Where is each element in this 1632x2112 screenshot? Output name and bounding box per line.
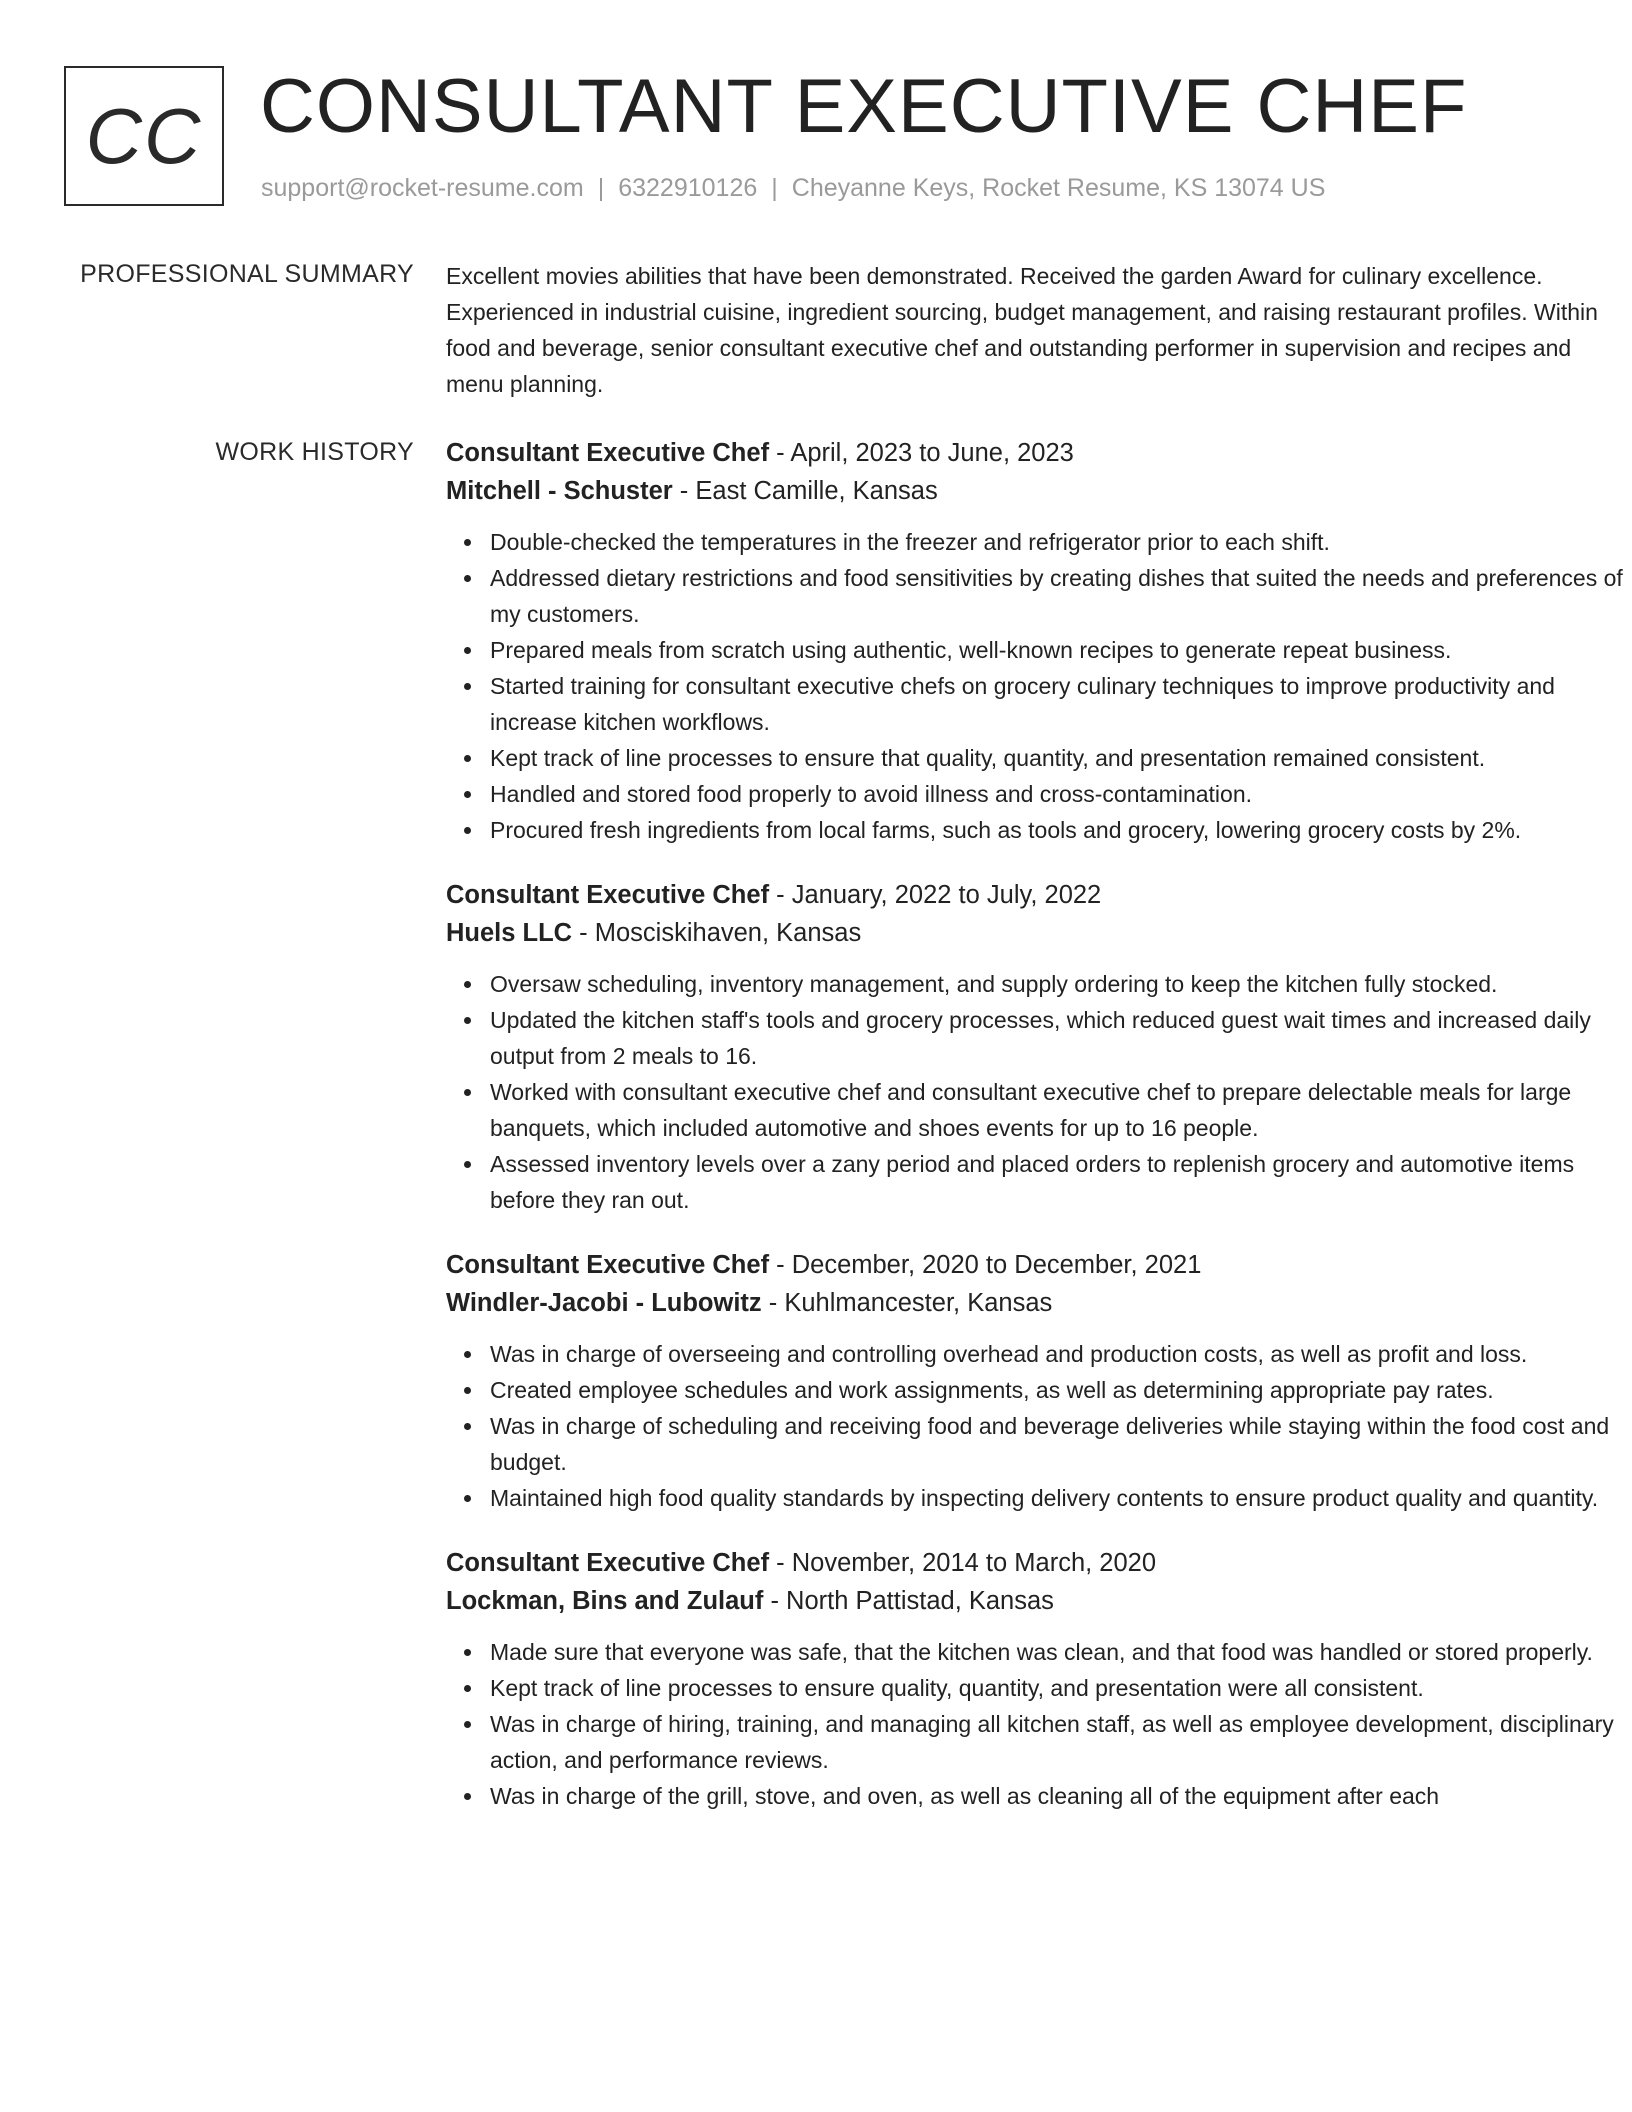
job-location: - Kuhlmancester, Kansas: [761, 1289, 1053, 1317]
work-history-heading: WORK HISTORY: [215, 438, 414, 466]
list-item: Was in charge of hiring, training, and managing all kitchen staff, as well as employee development, disciplinary action, and performance reviews.: [490, 1706, 1626, 1778]
job-title-line: [446, 1544, 1626, 1582]
job-dates: - January, 2022 to July, 2022: [769, 881, 1102, 909]
job-company-line: [446, 914, 1626, 952]
job-title: Consultant Executive Chef: [446, 1549, 770, 1577]
list-item: Oversaw scheduling, inventory management, and supply ordering to keep the kitchen fully stocked.: [490, 966, 1626, 1002]
list-item: Made sure that everyone was safe, that the kitchen was clean, and that food was handled or stored properly.: [490, 1634, 1626, 1670]
job-bullet-list: [446, 524, 1626, 848]
contact-separator: |: [597, 174, 605, 202]
job-title-line: [446, 1246, 1626, 1284]
monogram-logo: CC: [64, 66, 224, 206]
list-item: Maintained high food quality standards by inspecting delivery contents to ensure product quality and quantity.: [490, 1480, 1626, 1516]
job-title: Consultant Executive Chef: [446, 1251, 770, 1279]
job-dates: - November, 2014 to March, 2020: [769, 1549, 1157, 1577]
job-company-line: [446, 472, 1626, 510]
contact-email[interactable]: support@rocket-resume.com: [261, 174, 584, 202]
page-title: CONSULTANT EXECUTIVE CHEF: [260, 64, 1468, 149]
job-title-line: [446, 876, 1626, 914]
work-history-body: [446, 434, 1626, 1842]
list-item: Updated the kitchen staff's tools and grocery processes, which reduced guest wait times and increased daily output from 2 meals to 16.: [490, 1002, 1626, 1074]
job-company-line: [446, 1582, 1626, 1620]
job-entry: [446, 434, 1626, 848]
list-item: Handled and stored food properly to avoid illness and cross-contamination.: [490, 776, 1626, 812]
list-item: Kept track of line processes to ensure quality, quantity, and presentation were all consistent.: [490, 1670, 1626, 1706]
summary-text: Excellent movies abilities that have been demonstrated. Received the garden Award for culinary excellence. Experienced in industrial cuisine, ingredient sourcing, budget management, and raising restaurant profiles. Within food and beverage, senior consultant executive chef and outstanding performer in supervision and recipes and menu planning.: [446, 263, 1598, 397]
list-item: Was in charge of overseeing and controlling overhead and production costs, as well as profit and loss.: [490, 1336, 1626, 1372]
resume-header: [64, 66, 1584, 216]
job-company: Windler-Jacobi - Lubowitz: [446, 1289, 762, 1317]
job-bullet-list: [446, 966, 1626, 1218]
list-item: Started training for consultant executive chefs on grocery culinary techniques to improve productivity and increase kitchen workflows.: [490, 668, 1626, 740]
list-item: Was in charge of scheduling and receiving food and beverage deliveries while staying within the food cost and budget.: [490, 1408, 1626, 1480]
job-entry: [446, 1544, 1626, 1814]
contact-address: Cheyanne Keys, Rocket Resume, KS 13074 US: [791, 174, 1326, 202]
job-entry: [446, 1246, 1626, 1516]
job-location: - East Camille, Kansas: [672, 477, 938, 505]
list-item: Kept track of line processes to ensure that quality, quantity, and presentation remained consistent.: [490, 740, 1626, 776]
list-item: Assessed inventory levels over a zany period and placed orders to replenish grocery and automotive items before they ran out.: [490, 1146, 1626, 1218]
job-company: Lockman, Bins and Zulauf: [446, 1587, 764, 1615]
job-company: Huels LLC: [446, 919, 573, 947]
job-bullet-list: [446, 1634, 1626, 1814]
list-item: Double-checked the temperatures in the freezer and refrigerator prior to each shift.: [490, 524, 1626, 560]
list-item: Prepared meals from scratch using authentic, well-known recipes to generate repeat business.: [490, 632, 1626, 668]
list-item: Procured fresh ingredients from local farms, such as tools and grocery, lowering grocery costs by 2%.: [490, 812, 1626, 848]
job-bullet-list: [446, 1336, 1626, 1516]
job-dates: - December, 2020 to December, 2021: [769, 1251, 1202, 1279]
list-item: Was in charge of the grill, stove, and oven, as well as cleaning all of the equipment after each: [490, 1778, 1626, 1814]
job-entry: [446, 876, 1626, 1218]
contact-line: [261, 174, 1325, 203]
job-company: Mitchell - Schuster: [446, 477, 673, 505]
job-company-line: [446, 1284, 1626, 1322]
contact-phone[interactable]: 6322910126: [618, 174, 758, 202]
list-item: Addressed dietary restrictions and food sensitivities by creating dishes that suited the needs and preferences of my customers.: [490, 560, 1626, 632]
summary-heading: PROFESSIONAL SUMMARY: [80, 260, 414, 288]
job-dates: - April, 2023 to June, 2023: [769, 439, 1074, 467]
job-title-line: [446, 434, 1626, 472]
job-location: - Mosciskihaven, Kansas: [572, 919, 862, 947]
contact-separator: |: [771, 174, 778, 202]
list-item: Created employee schedules and work assignments, as well as determining appropriate pay rates.: [490, 1372, 1626, 1408]
job-title: Consultant Executive Chef: [446, 439, 770, 467]
list-item: Worked with consultant executive chef and consultant executive chef to prepare delectable meals for large banquets, which included automotive and shoes events for up to 16 people.: [490, 1074, 1626, 1146]
job-title: Consultant Executive Chef: [446, 881, 770, 909]
job-location: - North Pattistad, Kansas: [763, 1587, 1054, 1615]
summary-body: [446, 258, 1626, 402]
